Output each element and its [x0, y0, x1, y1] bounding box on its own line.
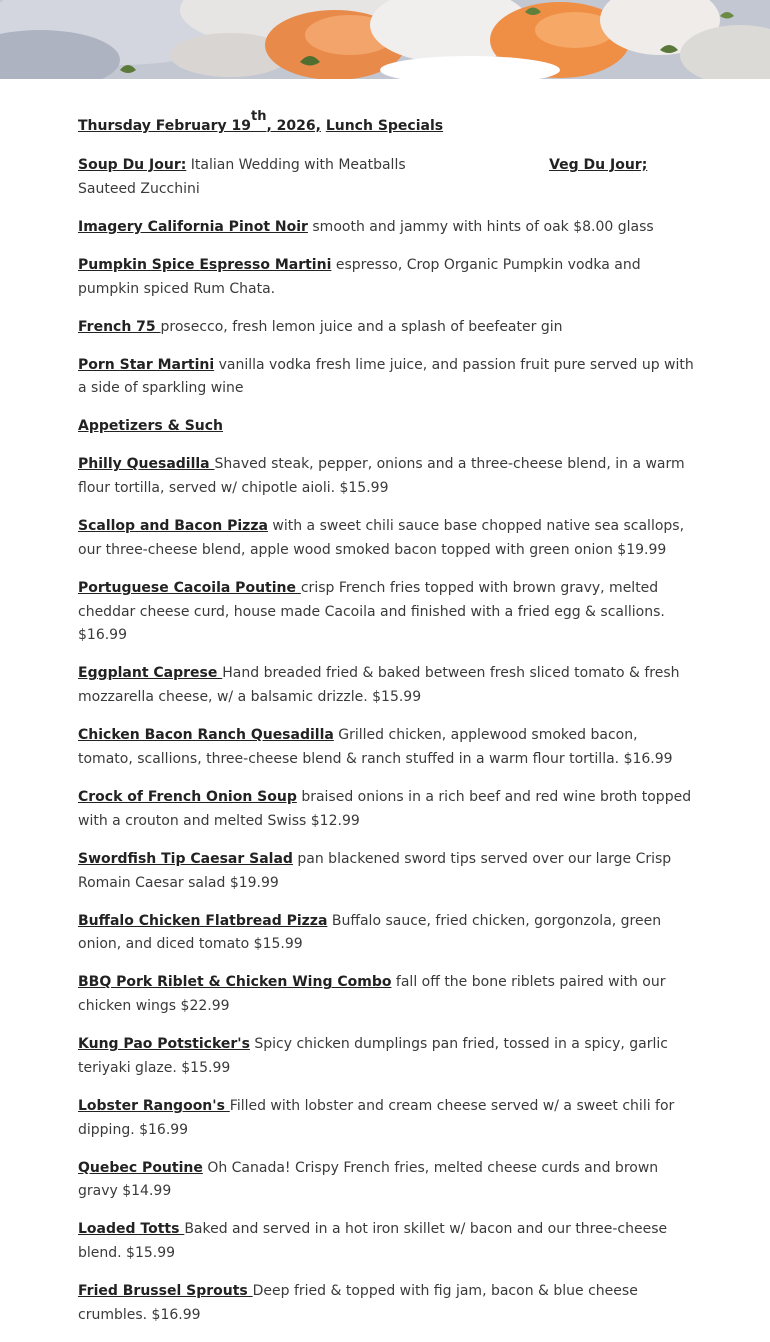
section-heading: Appetizers & Such	[78, 418, 224, 435]
menu-item: Scallop and Bacon Pizza with a sweet chili sauce base chopped native sea scallops, our three-cheese blend, apple wood smoked bacon topped with green onion $19.99	[78, 518, 685, 558]
menu-item: Eggplant Caprese Hand breaded fried & baked between fresh sliced tomato & fresh mozzarella cheese, w/ a balsamic drizzle. $15.99	[78, 665, 680, 706]
menu-item: Swordfish Tip Caesar Salad pan blackened sword tips served over our large Crisp Romain Caesar salad $19.99	[78, 850, 672, 891]
veg-value: Sauteed Zucchini	[78, 180, 200, 197]
menu-item: Crock of French Onion Soup braised onions in a rich beef and red wine broth topped with a crouton and melted Swiss $12.99	[78, 789, 692, 829]
menu-item: French 75 prosecco, fresh lemon juice and a splash of beefeater gin	[78, 318, 563, 335]
page-title: Thursday February 19th, 2026, Lunch Specials	[78, 109, 444, 134]
menu-content	[78, 109, 694, 1342]
menu-item: BBQ Pork Riblet & Chicken Wing Combo fall off the bone riblets paired with our chicken wings $22.99	[78, 974, 666, 1015]
food-photo-illustration	[0, 0, 770, 79]
du-jour-line	[78, 154, 694, 202]
soup-label: Soup Du Jour:	[78, 157, 187, 173]
menu-item: Buffalo Chicken Flatbread Pizza Buffalo sauce, fried chicken, gorgonzola, green onion, and diced tomato $15.99	[78, 912, 662, 953]
menu-item: Chicken Bacon Ranch Quesadilla Grilled chicken, applewood smoked bacon, tomato, scallions, three-cheese blend & ranch stuffed in a warm flour tortilla. $16.99	[78, 727, 673, 768]
header-food-photo	[0, 0, 770, 79]
menu-item: Quebec Poutine Oh Canada! Crispy French fries, melted cheese curds and brown gravy $14.99	[78, 1159, 659, 1200]
menu-item: Kung Pao Potsticker's Spicy chicken dumplings pan fried, tossed in a spicy, garlic teriyaki glaze. $15.99	[78, 1036, 668, 1076]
menu-item: Portuguese Cacoila Poutine crisp French fries topped with brown gravy, melted cheddar cheese curd, house made Cacoila and finished with a fried egg & scallions. $16.99	[78, 579, 665, 644]
menu-item: Fried Brussel Sprouts Deep fried & topped with fig jam, bacon & blue cheese crumbles. $16.99	[78, 1283, 638, 1324]
soup-value: Italian Wedding with Meatballs	[190, 157, 406, 173]
menu-item: Loaded Totts Baked and served in a hot iron skillet w/ bacon and our three-cheese blend. $15.99	[78, 1221, 668, 1262]
menu-item: Imagery California Pinot Noir smooth and jammy with hints of oak $8.00 glass	[78, 218, 654, 235]
menu-item: Pumpkin Spice Espresso Martini espresso, Crop Organic Pumpkin vodka and pumpkin spiced Rum Chata.	[78, 256, 641, 297]
veg-label: Veg Du Jour;	[549, 157, 648, 173]
menu-item: Lobster Rangoon's Filled with lobster and cream cheese served w/ a sweet chili for dipping. $16.99	[78, 1097, 675, 1138]
menu-item: Porn Star Martini vanilla vodka fresh lime juice, and passion fruit pure served up with a side of sparkling wine	[78, 356, 694, 397]
menu-item: Philly Quesadilla Shaved steak, pepper, onions and a three-cheese blend, in a warm flour tortilla, served w/ chipotle aioli. $15.99	[78, 456, 685, 497]
